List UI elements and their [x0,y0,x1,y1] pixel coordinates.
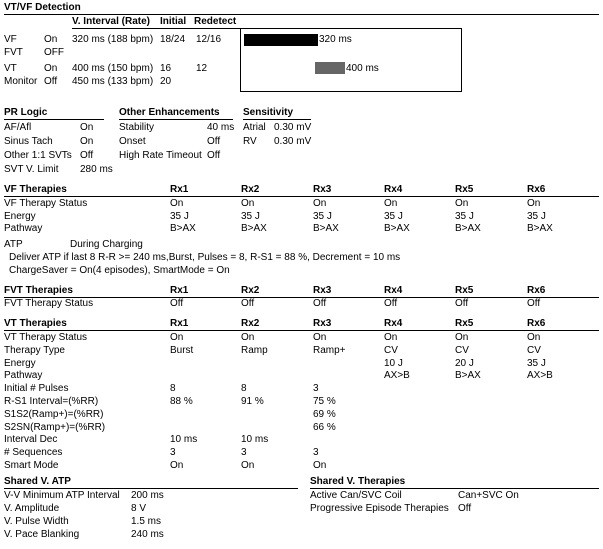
vf-therapies-rule [4,196,599,197]
therapy-cell: Off [527,298,541,309]
pr-logic-label: SVT V. Limit [4,164,59,175]
rx-header: Rx6 [527,318,546,329]
therapy-cell: B>AX [313,223,339,234]
therapy-row-label: Energy [4,211,36,222]
shared-atp-value: 200 ms [131,490,164,501]
enhancement-value: Off [207,150,221,161]
enhancement-label: High Rate Timeout [119,150,202,161]
atp-detail-line: ChargeSaver = On(4 episodes), SmartMode = On [9,265,230,276]
enhancement-label: Onset [119,136,146,147]
sensitivity-title: Sensitivity [243,107,294,118]
therapy-cell: AX>B [384,370,410,381]
therapy-cell: 35 J [527,211,546,222]
rx-header: Rx1 [170,184,189,195]
therapy-cell: 8 [241,383,247,394]
therapy-cell: B>AX [527,223,553,234]
therapy-cell: 3 [313,383,319,394]
therapy-cell: On [527,332,541,343]
therapy-row-label: S1S2(Ramp+)=(%RR) [4,409,104,420]
rx-header: Rx6 [527,184,546,195]
shared-atp-label: V. Pulse Width [4,516,69,527]
therapy-row-label: Smart Mode [4,460,59,471]
therapy-cell: 8 [170,383,176,394]
vf-interval-bar-label: 320 ms [319,34,352,45]
therapy-cell: CV [527,345,541,356]
vtvf-header-rule [72,28,240,29]
rx-header: Rx3 [313,318,332,329]
shared-atp-value: 1.5 ms [131,516,162,527]
therapy-cell: AX>B [527,370,553,381]
rx-header: Rx2 [241,285,260,296]
rx-header: Rx4 [384,184,403,195]
therapy-cell: 3 [313,447,319,458]
sensitivity-value: 0.30 mV [274,122,312,133]
therapy-row-label: VF Therapy Status [4,198,88,209]
therapy-cell: 10 ms [170,434,198,445]
therapy-cell: 35 J [384,211,403,222]
shared-therapy-value: Off [458,503,472,514]
vtvf-state: On [44,63,58,74]
rx-header: Rx1 [170,285,189,296]
therapy-cell: On [170,198,184,209]
therapy-row-label: # Sequences [4,447,63,458]
pr-logic-rule [4,119,104,120]
rx-header: Rx2 [241,318,260,329]
rx-header: Rx2 [241,184,260,195]
therapy-cell: 35 J [241,211,260,222]
rx-header: Rx5 [455,285,474,296]
vf-therapies-title: VF Therapies [4,184,67,195]
enhancement-value: 40 ms [207,122,235,133]
rx-header: Rx3 [313,184,332,195]
pr-logic-value: On [80,136,94,147]
therapy-row-label: Pathway [4,223,43,234]
pr-logic-label: Sinus Tach [4,136,53,147]
therapy-cell: On [455,198,469,209]
vtvf-initial: 20 [160,76,172,87]
therapy-cell: 10 ms [241,434,269,445]
sensitivity-rule [243,119,311,120]
therapy-cell: Ramp+ [313,345,346,356]
pr-logic-title: PR Logic [4,107,48,118]
vtvf-interval: 400 ms (150 bpm) [72,63,154,74]
vt-interval-bar-label: 400 ms [346,63,379,74]
shared-atp-rule [4,488,298,489]
therapy-cell: CV [384,345,398,356]
therapy-cell: 91 % [241,396,264,407]
vtvf-zone: VT [4,63,17,74]
vt-interval-bar [315,62,345,74]
vtvf-header-initial: Initial [160,16,187,27]
vtvf-zone: VF [4,34,17,45]
shared-atp-label: V. Pace Blanking [4,529,80,540]
vtvf-redetect: 12/16 [196,34,222,45]
therapy-cell: Off [241,298,255,309]
therapy-cell: On [241,332,255,343]
vt-therapies-title: VT Therapies [4,318,67,329]
therapy-cell: 35 J [455,211,474,222]
therapy-cell: On [313,332,327,343]
therapy-row-label: Therapy Type [4,345,65,356]
therapy-cell: 35 J [170,211,189,222]
therapy-cell: CV [455,345,469,356]
vtvf-initial: 18/24 [160,34,186,45]
therapy-row-label: R-S1 Interval=(%RR) [4,396,99,407]
rx-header: Rx3 [313,285,332,296]
pr-logic-label: AF/Afl [4,122,32,133]
therapy-row-label: S2SN(Ramp+)=(%RR) [4,422,106,433]
therapy-cell: 66 % [313,422,336,433]
vtvf-state: OFF [44,47,64,58]
rx-header: Rx5 [455,318,474,329]
therapy-cell: B>AX [455,370,481,381]
therapy-cell: On [241,460,255,471]
fvt-therapies-rule [4,297,599,298]
other-enhancements-title: Other Enhancements [119,107,220,118]
therapy-cell: On [170,460,184,471]
atp-value: During Charging [70,239,143,250]
therapy-cell: Ramp [241,345,268,356]
therapy-cell: On [241,198,255,209]
therapy-row-label: Pathway [4,370,43,381]
therapy-cell: On [527,198,541,209]
therapy-cell: B>AX [384,223,410,234]
vtvf-state: Off [44,76,58,87]
therapy-cell: Off [170,298,184,309]
therapy-cell: 35 J [313,211,332,222]
therapy-cell: B>AX [455,223,481,234]
therapy-row-label: Energy [4,358,36,369]
therapy-cell: On [313,460,327,471]
therapy-cell: 10 J [384,358,403,369]
therapy-row-label: VT Therapy Status [4,332,88,343]
therapy-cell: 3 [241,447,247,458]
sensitivity-label: RV [243,136,257,147]
pr-logic-value: On [80,122,94,133]
shared-atp-value: 8 V [131,503,147,514]
therapy-cell: 20 J [455,358,474,369]
vtvf-zone: Monitor [4,76,38,87]
shared-atp-label: V. Amplitude [4,503,60,514]
pr-logic-label: Other 1:1 SVTs [4,150,72,161]
therapy-cell: 88 % [170,396,193,407]
therapy-cell: On [170,332,184,343]
atp-label: ATP [4,239,23,250]
therapy-row-label: FVT Therapy Status [4,298,94,309]
therapy-cell: B>AX [241,223,267,234]
rx-header: Rx4 [384,318,403,329]
sensitivity-label: Atrial [243,122,266,133]
vtvf-zone: FVT [4,47,23,58]
therapy-cell: On [455,332,469,343]
therapy-cell: Off [455,298,469,309]
rx-header: Rx6 [527,285,546,296]
shared-therapy-label: Active Can/SVC Coil [310,490,402,501]
therapy-cell: Burst [170,345,194,356]
fvt-therapies-title: FVT Therapies [4,285,73,296]
shared-therapy-label: Progressive Episode Therapies [310,503,449,514]
vf-interval-bar [244,34,318,46]
atp-detail-line: Deliver ATP if last 8 R-R >= 240 ms,Burst, Pulses = 8, R-S1 = 88 %, Decrement = 10 ms [9,252,401,263]
therapy-cell: On [313,198,327,209]
shared-atp-value: 240 ms [131,529,164,540]
rx-header: Rx4 [384,285,403,296]
therapy-cell: 69 % [313,409,336,420]
vtvf-title: VT/VF Detection [4,2,81,13]
other-enhancements-rule [119,119,233,120]
therapy-cell: 35 J [527,358,546,369]
therapy-cell: 75 % [313,396,336,407]
vtvf-title-rule [4,14,599,15]
vt-therapies-rule [4,330,599,331]
shared-therapies-title: Shared V. Therapies [310,476,406,487]
pr-logic-value: 280 ms [80,164,113,175]
vtvf-interval: 320 ms (188 bpm) [72,34,154,45]
enhancement-value: Off [207,136,221,147]
vtvf-header-interval: V. Interval (Rate) [72,16,150,27]
therapy-row-label: Interval Dec [4,434,58,445]
therapy-cell: Off [384,298,398,309]
vtvf-interval: 450 ms (133 bpm) [72,76,154,87]
therapy-cell: On [384,332,398,343]
sensitivity-value: 0.30 mV [274,136,312,147]
enhancement-label: Stability [119,122,155,133]
shared-atp-label: V-V Minimum ATP Interval [4,490,120,501]
shared-atp-title: Shared V. ATP [4,476,71,487]
shared-therapies-rule [310,488,599,489]
therapy-cell: B>AX [170,223,196,234]
vtvf-initial: 16 [160,63,172,74]
vtvf-header-redetect: Redetect [194,16,237,27]
rx-header: Rx5 [455,184,474,195]
therapy-cell: Off [313,298,327,309]
therapy-row-label: Initial # Pulses [4,383,69,394]
rx-header: Rx1 [170,318,189,329]
therapy-cell: 3 [170,447,176,458]
shared-therapy-value: Can+SVC On [458,490,519,501]
therapy-cell: On [384,198,398,209]
pr-logic-value: Off [80,150,94,161]
vtvf-redetect: 12 [196,63,208,74]
vtvf-state: On [44,34,58,45]
